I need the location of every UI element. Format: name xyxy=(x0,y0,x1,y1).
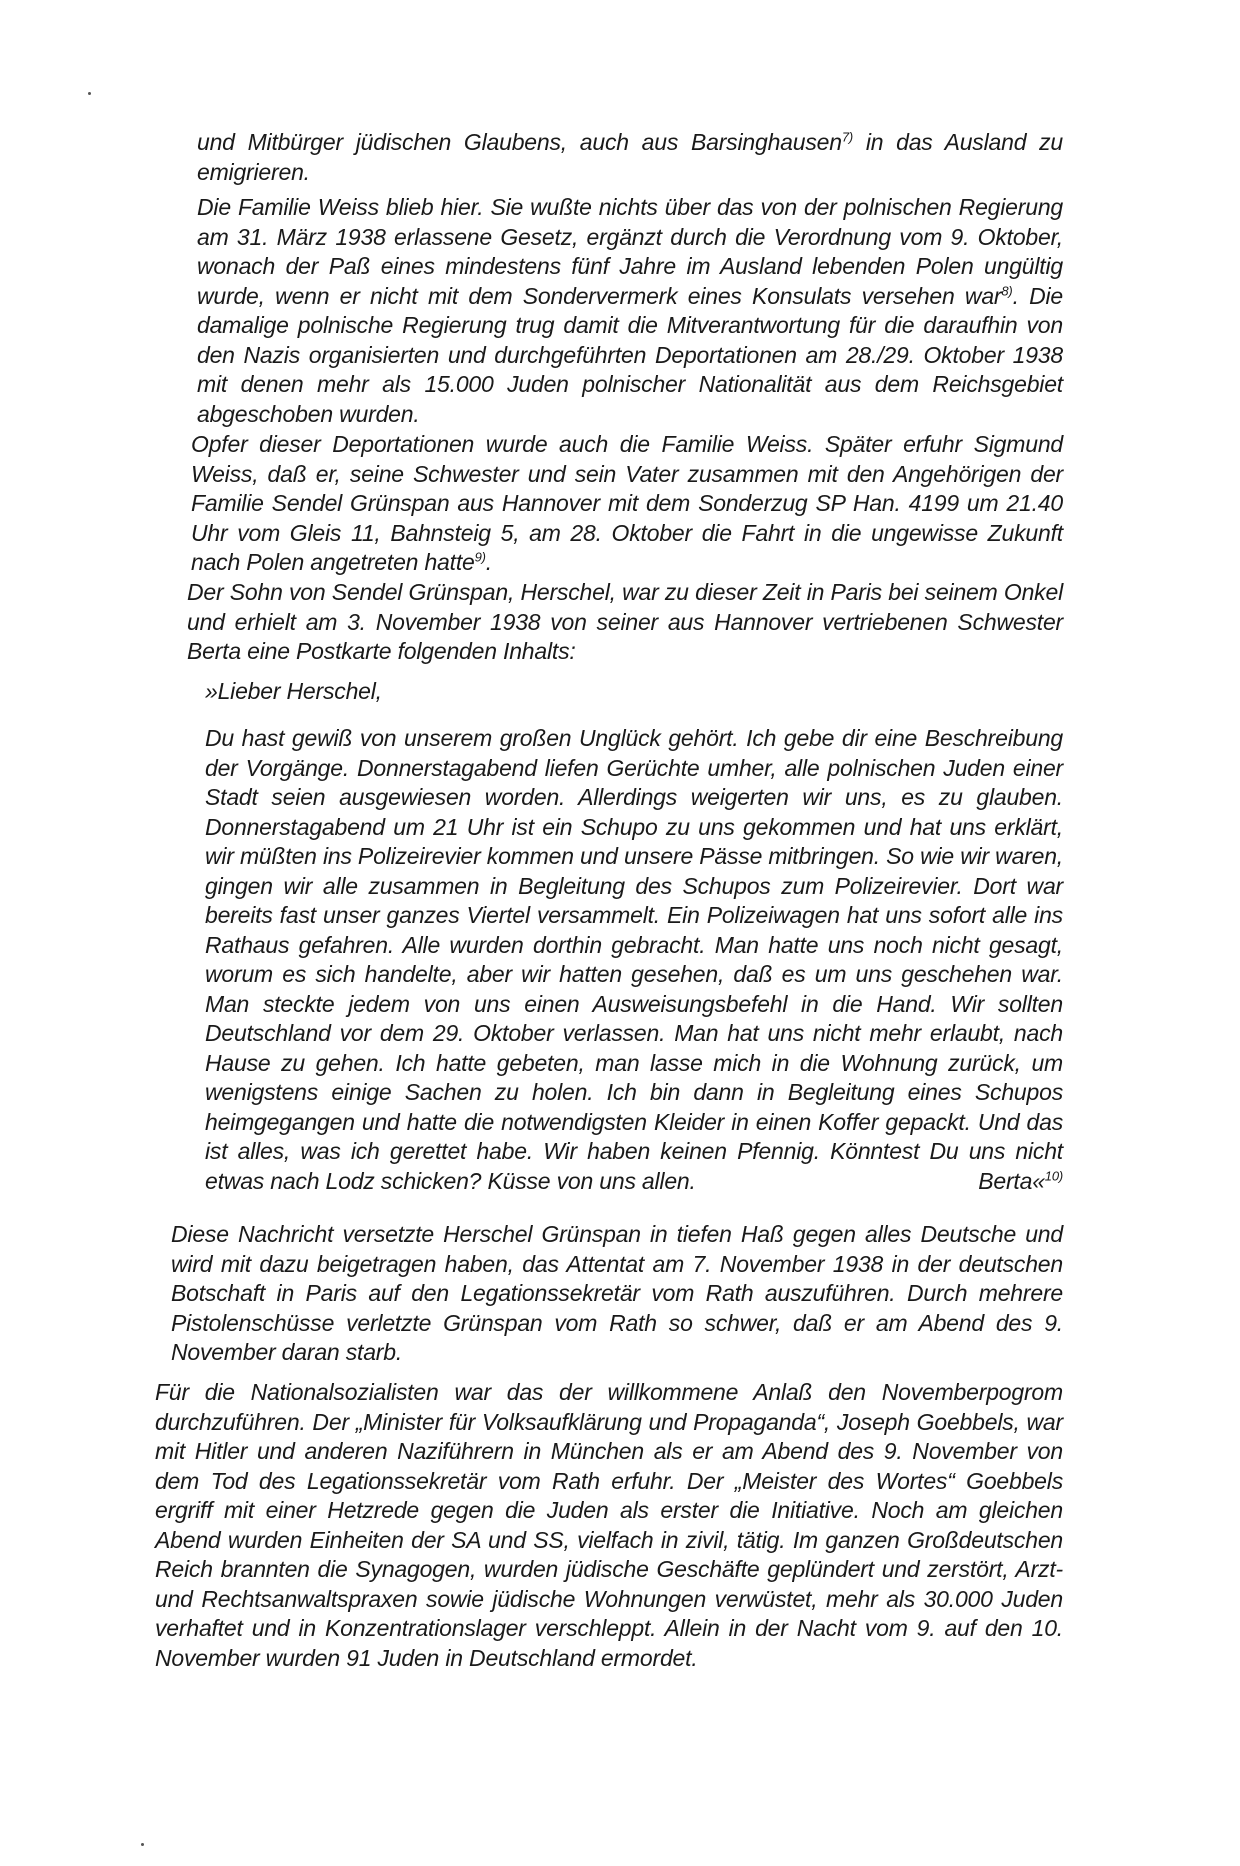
continuation-text: und Mitbürger jüdischen Glaubens, auch aus Barsinghausen xyxy=(197,129,842,155)
footnote-ref-10: 10) xyxy=(1044,1167,1063,1183)
family-stayed-tail: . Die damalige polnische Regierung trug damit die Mitverantwortung für die daraufhin von den Nazis organisierten und durchgeführten Deportationen am 28./29. Oktober 1938 mit denen mehr als 15.000 Juden polnischer Nationalität aus dem Reichsgebiet abgeschoben wurden. xyxy=(197,282,1063,427)
paragraph-deportation xyxy=(191,430,1063,578)
letter-body xyxy=(205,724,1063,1196)
deportation-tail: . xyxy=(485,549,492,575)
scan-speck xyxy=(141,1843,144,1846)
footnote-ref-9: 9) xyxy=(474,549,486,565)
letter-signature-text: Berta« xyxy=(978,1167,1045,1194)
letter-salutation: »Lieber Herschel, xyxy=(205,678,382,704)
letter-body-text: Du hast gewiß von unserem großen Unglück gehört. Ich gebe dir eine Beschreibung der Vorgänge. Donnerstagabend liefen Gerüchte umher, alle polnischen Juden einer Stadt seien ausgewiesen worden. Allerdings weigerten wir uns, es zu glauben. Donnerstagabend um 21 Uhr ist ein Schupo zu uns gekommen und hat uns erklärt, wir müßten ins Polizeirevier kommen und unsere Pässe mitbringen. So wie wir waren, gingen wir alle zusammen in Begleitung des Schupos zum Polizeirevier. Dort war bereits fast unser ganzes Viertel versammelt. Ein Polizeiwagen hat uns sofort alle ins Rathaus gefahren. Alle wurden dorthin gebracht. Man hatte uns noch nicht gesagt, worum es sich handelte, aber wir hatten gesehen, daß es um uns geschehen war. Man steckte jedem von uns einen Ausweisungsbefehl in die Hand. Wir sollten Deutschland vor dem 29. Oktober verlassen. Man hat uns nicht mehr erlaubt, nach Hause zu gehen. Ich hatte gebeten, man lasse mich in die Wohnung zurück, um wenigstens einige Sachen zu holen. Ich bin dann in Begleitung eines Schupos heimgegangen und hatte die notwendigsten Kleider in einen Koffer gepackt. Und das ist alles, was ich gerettet habe. Wir haben keinen Pfennig. Könntest Du uns nicht etwas nach Lodz schicken? Küsse von uns allen. xyxy=(205,725,1063,1194)
footnote-ref-8: 8) xyxy=(1001,282,1013,298)
deportation-text: Opfer dieser Deportationen wurde auch die Familie Weiss. Später erfuhr Sigmund Weiss, daß er, seine Schwester und sein Vater zusammen mit den Angehörigen der Familie Sendel Grünspan aus Hannover mit dem Sonderzug SP Han. 4199 um 21.40 Uhr vom Gleis 11, Bahnsteig 5, am 28. Oktober die Fahrt in die ungewisse Zukunft nach Polen angetreten hatte xyxy=(191,431,1063,575)
paragraph-emigration-continuation xyxy=(197,128,1063,187)
letter-signature xyxy=(978,1167,1063,1197)
paragraph-consequence: Diese Nachricht versetzte Herschel Grünspan in tiefen Haß gegen alles Deutsche und wird mit dazu beigetragen haben, das Attentat am 7. November 1938 in der deutschen Botschaft in Paris auf den Legationssekretär vom Rath auszuführen. Durch mehrere Pistolenschüsse verletzte Grünspan vom Rath so schwer, daß er am Abend des 9. November daran starb. xyxy=(171,1221,1063,1365)
paragraph-family-stayed xyxy=(197,193,1063,429)
family-stayed-text: Die Familie Weiss blieb hier. Sie wußte nichts über das von der polnischen Regierung am 31. März 1938 erlassene Gesetz, ergänzt durch die Verordnung vom 9. Oktober, wonach der Paß eines mindestens fünf Jahre im Ausland lebenden Polen ungültig wurde, wenn er nicht mit dem Sondervermerk eines Konsulats versehen war xyxy=(197,194,1063,309)
footnote-ref-7: 7) xyxy=(841,129,853,145)
paragraph-herschel-intro: Der Sohn von Sendel Grünspan, Herschel, war zu dieser Zeit in Paris bei seinem Onkel und erhielt am 3. November 1938 von seiner aus Hannover vertriebenen Schwester Berta eine Postkarte folgenden Inhalts: xyxy=(187,579,1063,664)
continuation-tail: in das Ausland zu emigrieren. xyxy=(197,129,1063,185)
paragraph-pogrom: Für die Nationalsozialisten war das der willkommene Anlaß den Novemberpogrom durchzuführen. Der „Minister für Volksaufklärung und Propaganda“, Joseph Goebbels, war mit Hitler und anderen Naziführern in München als er am Abend des 9. November von dem Tod des Legationssekretär vom Rath erfuhr. Der „Meister des Wortes“ Goebbels ergriff mit einer Hetzrede gegen die Juden als erster die Initiative. Noch am gleichen Abend wurden Einheiten der SA und SS, vielfach in zivil, tätig. Im ganzen Großdeutschen Reich brannten die Synagogen, wurden jüdische Geschäfte geplündert und zerstört, Arzt- und Rechtsanwaltspraxen sowie jüdische Wohnungen verwüstet, mehr als 30.000 Juden verhaftet und in Konzentrationslager verschleppt. Allein in der Nacht vom 9. auf den 10. November wurden 91 Juden in Deutschland ermordet. xyxy=(155,1379,1063,1671)
scan-speck xyxy=(88,92,91,95)
